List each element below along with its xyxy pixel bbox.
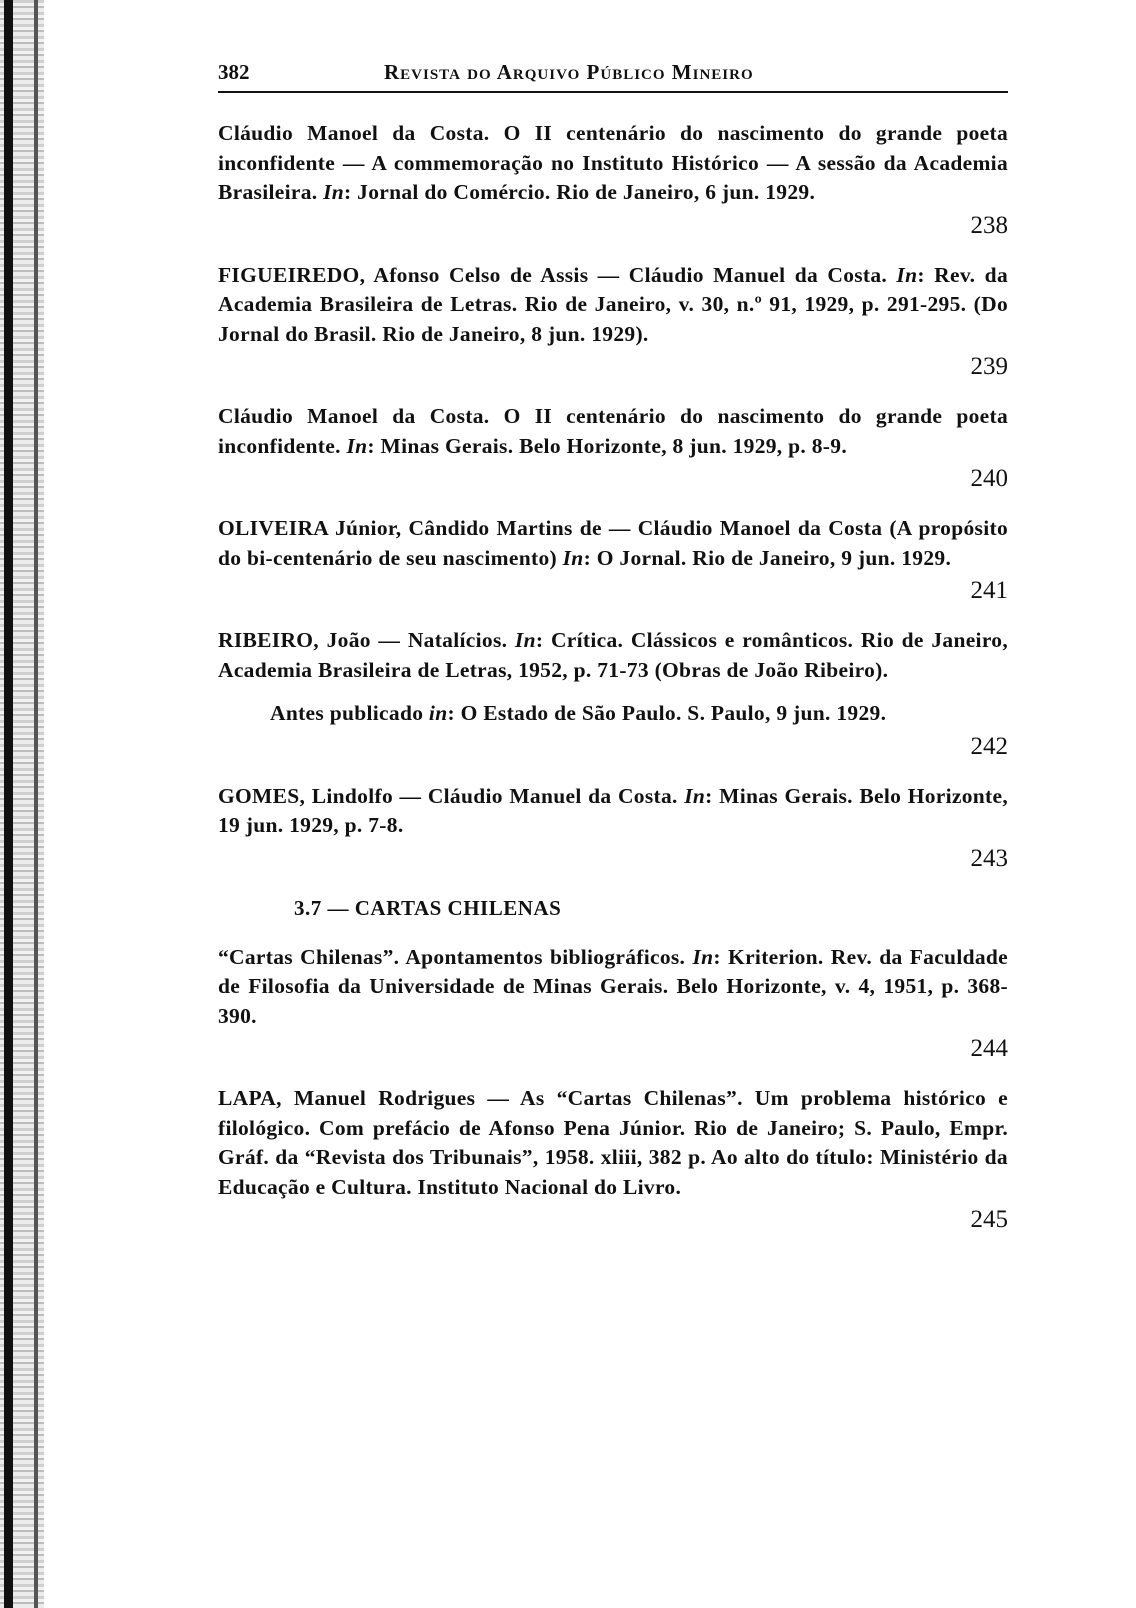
section-heading: 3.7 — CARTAS CHILENAS [294, 895, 562, 920]
entry-243: GOMES, Lindolfo — Cláudio Manuel da Costa. In: Minas Gerais. Belo Horizonte, 19 jun. 1929, p. 7-8. [218, 783, 1009, 837]
page-number: 382 [218, 60, 250, 84]
entry-number: 245 [970, 1206, 1008, 1233]
entry-number: 241 [970, 577, 1008, 604]
binding-shadow [4, 0, 13, 1608]
entry-242: RIBEIRO, João — Natalícios. In: Crítica. Clássicos e românticos. Rio de Janeiro, Academia Brasileira de Letras, 1952, p. 71-73 (Obras de João Ribeiro). [218, 628, 1009, 682]
entry-number: 239 [970, 353, 1008, 380]
entry-number: 243 [970, 844, 1008, 872]
entry-244: “Cartas Chilenas”. Apontamentos bibliográficos. In: Kriterion. Rev. da Faculdade de Filosofia da Universidade de Minas Gerais. Belo Horizonte, v. 4, 1951, p. 368-390. [218, 944, 1008, 1028]
entry-note: Antes publicado in: O Estado de São Paulo. S. Paulo, 9 jun. 1929. [270, 701, 887, 725]
entry-number: 238 [970, 211, 1008, 239]
journal-title: Revista do Arquivo Público Mineiro [384, 60, 754, 84]
page [218, 60, 1008, 1255]
running-head [218, 60, 1008, 93]
body-text [218, 119, 1008, 1235]
entry-241: OLIVEIRA Júnior, Cândido Martins de — Cláudio Manoel da Costa (A propósito do bi-centenário de seu nascimento) In: O Jornal. Rio de Janeiro, 9 jun. 1929. [218, 516, 1008, 570]
entry-number: 242 [970, 732, 1008, 760]
entry-number: 240 [970, 465, 1008, 492]
entry-245: LAPA, Manuel Rodrigues — As “Cartas Chilenas”. Um problema histórico e filológico. Com prefácio de Afonso Pena Júnior. Rio de Janeiro; S. Paulo, Empr. Gráf. da “Revista dos Tribunais”, 1958. xliii, 382 p. Ao alto do título: Ministério da Educação e Cultura. Instituto Nacional do Livro. [218, 1086, 1008, 1199]
entry-number: 244 [970, 1035, 1008, 1062]
entry-240: Cláudio Manoel da Costa. O II centenário do nascimento do grande poeta inconfidente. In: Minas Gerais. Belo Horizonte, 8 jun. 1929, p. 8-9. [218, 404, 1008, 458]
entry-239: FIGUEIREDO, Afonso Celso de Assis — Cláudio Manuel da Costa. In: Rev. da Academia Brasileira de Letras. Rio de Janeiro, v. 30, n.º 91, 1929, p. 291-295. (Do Jornal do Brasil. Rio de Janeiro, 8 jun. 1929). [218, 262, 1008, 346]
binding-shadow-inner [34, 0, 38, 1608]
entry-238: Cláudio Manoel da Costa. O II centenário do nascimento do grande poeta inconfidente — A commemoração no Instituto Histórico — A sessão da Academia Brasileira. In: Jornal do Comércio. Rio de Janeiro, 6 jun. 1929. [218, 121, 1008, 204]
